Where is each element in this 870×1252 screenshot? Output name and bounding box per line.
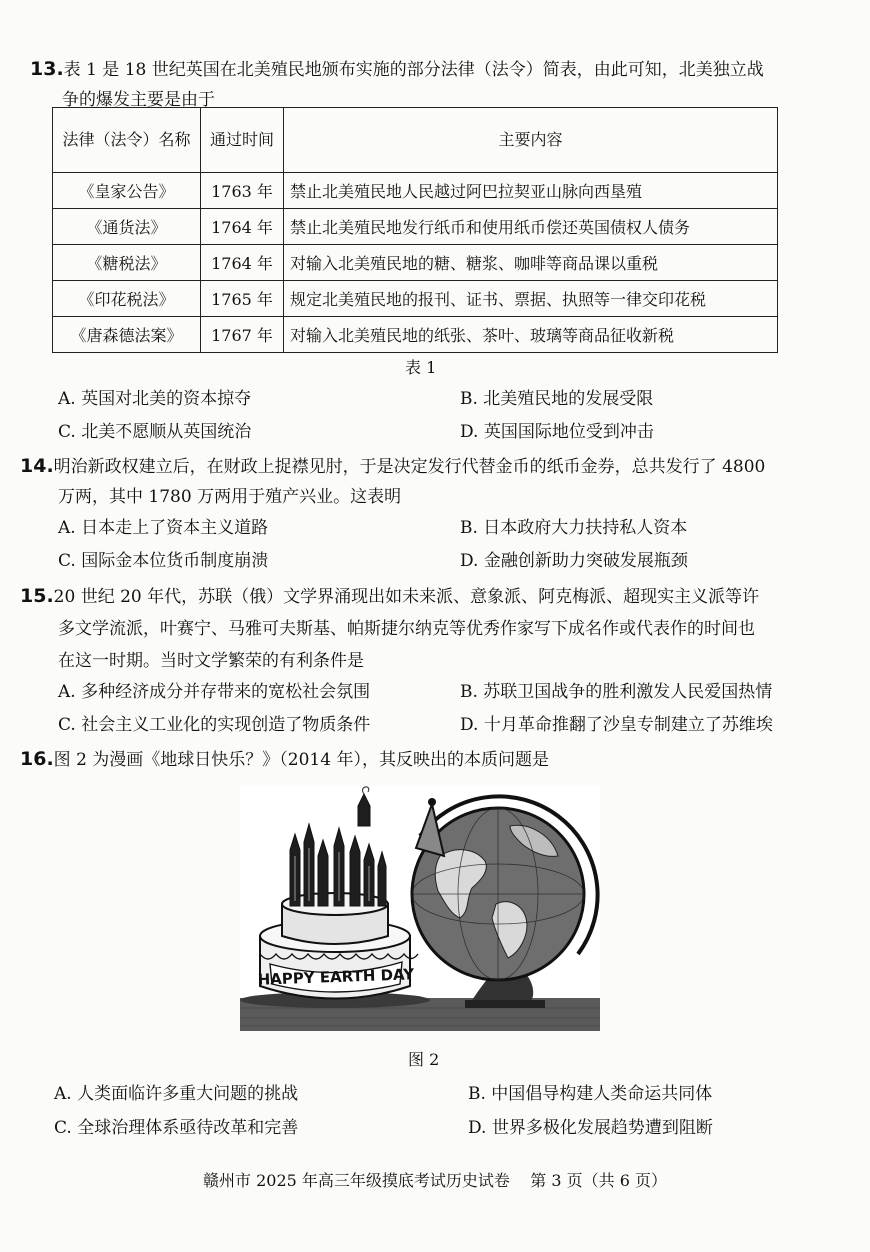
q13-number: 13. (30, 58, 64, 80)
table-row (53, 173, 778, 209)
q14-stem-line1: 明治新政权建立后，在财政上捉襟见肘，于是决定发行代替金币的纸币金券，总共发行了 4800 (53, 457, 766, 477)
q15-stem-line1: 20 世纪 20 年代，苏联（俄）文学界涌现出如未来派、意象派、阿克梅派、超现实主义派等许 (53, 587, 760, 607)
q15-stem-line2: 多文学流派，叶赛宁、马雅可夫斯基、帕斯捷尔纳克等优秀作家写下成名作或代表作的时间也 (58, 619, 755, 639)
law-year: 1765 年 (201, 281, 284, 317)
law-year: 1764 年 (201, 209, 284, 245)
q13-stem-line2: 争的爆发主要是由于 (62, 90, 215, 110)
cake-banner-text: HAPPY EARTH DAY (257, 965, 415, 989)
q13-option-a[interactable]: A. 英国对北美的资本掠夺 (58, 389, 252, 409)
law-name: 《印花税法》 (53, 281, 201, 317)
q14-stem-line2: 万两，其中 1780 万两用于殖产兴业。这表明 (58, 487, 402, 507)
law-content: 禁止北美殖民地人民越过阿巴拉契亚山脉向西垦殖 (284, 173, 778, 209)
header-name: 法律（法令）名称 (53, 108, 201, 173)
q14-option-c[interactable]: C. 国际金本位货币制度崩溃 (58, 551, 269, 571)
law-content: 对输入北美殖民地的纸张、茶叶、玻璃等商品征收新税 (284, 317, 778, 353)
law-year: 1763 年 (201, 173, 284, 209)
law-name: 《糖税法》 (53, 245, 201, 281)
law-name: 《皇家公告》 (53, 173, 201, 209)
table-row (53, 317, 778, 353)
q15-option-b[interactable]: B. 苏联卫国战争的胜利激发人民爱国热情 (460, 682, 773, 702)
earth-day-cartoon (240, 786, 600, 1031)
q13-stem-line1: 表 1 是 18 世纪英国在北美殖民地颁布实施的部分法律（法令）简表，由此可知，北美独立战 (63, 60, 764, 80)
law-content: 对输入北美殖民地的糖、糖浆、咖啡等商品课以重税 (284, 245, 778, 281)
header-time: 通过时间 (201, 108, 284, 173)
q16-stem-text: 图 2 为漫画《地球日快乐？》（2014 年），其反映出的本质问题是 (53, 750, 549, 770)
q14-option-a[interactable]: A. 日本走上了资本主义道路 (58, 518, 269, 538)
q15-option-c[interactable]: C. 社会主义工业化的实现创造了物质条件 (58, 715, 371, 735)
q16-stem (20, 744, 860, 775)
q15-option-d[interactable]: D. 十月革命推翻了沙皇专制建立了苏维埃 (460, 715, 773, 735)
table-caption: 表 1 (405, 358, 437, 377)
table-row (53, 245, 778, 281)
figure-caption: 图 2 (408, 1050, 440, 1069)
q16-option-b[interactable]: B. 中国倡导构建人类命运共同体 (468, 1084, 713, 1104)
law-year: 1764 年 (201, 245, 284, 281)
law-name: 《通货法》 (53, 209, 201, 245)
table-row (53, 209, 778, 245)
laws-table (52, 107, 778, 353)
page-footer: 赣州市 2025 年高三年级摸底考试历史试卷 第 3 页（共 6 页） (203, 1171, 667, 1190)
q14-option-b[interactable]: B. 日本政府大力扶持私人资本 (460, 518, 688, 538)
q16-option-a[interactable]: A. 人类面临许多重大问题的挑战 (54, 1084, 299, 1104)
q16-option-c[interactable]: C. 全球治理体系亟待改革和完善 (54, 1118, 299, 1138)
table-header-row (53, 108, 778, 173)
law-year: 1767 年 (201, 317, 284, 353)
q16-option-d[interactable]: D. 世界多极化发展趋势遭到阻断 (468, 1118, 713, 1138)
q15-option-a[interactable]: A. 多种经济成分并存带来的宽松社会氛围 (58, 682, 371, 702)
q15-number: 15. (20, 585, 54, 607)
header-content: 主要内容 (284, 108, 778, 173)
q14-number: 14. (20, 455, 54, 477)
law-name: 《唐森德法案》 (53, 317, 201, 353)
law-content: 禁止北美殖民地发行纸币和使用纸币偿还英国债权人债务 (284, 209, 778, 245)
q15-stem-line3: 在这一时期。当时文学繁荣的有利条件是 (58, 651, 364, 671)
q15-stem (20, 580, 865, 677)
q14-stem (20, 451, 860, 512)
q13-stem (30, 54, 860, 115)
law-content: 规定北美殖民地的报刊、证书、票据、执照等一律交印花税 (284, 281, 778, 317)
q14-option-d[interactable]: D. 金融创新助力突破发展瓶颈 (460, 551, 688, 571)
q13-option-b[interactable]: B. 北美殖民地的发展受限 (460, 389, 654, 409)
q13-option-d[interactable]: D. 英国国际地位受到冲击 (460, 422, 654, 442)
q16-number: 16. (20, 748, 54, 770)
q13-option-c[interactable]: C. 北美不愿顺从英国统治 (58, 422, 252, 442)
table-row (53, 281, 778, 317)
